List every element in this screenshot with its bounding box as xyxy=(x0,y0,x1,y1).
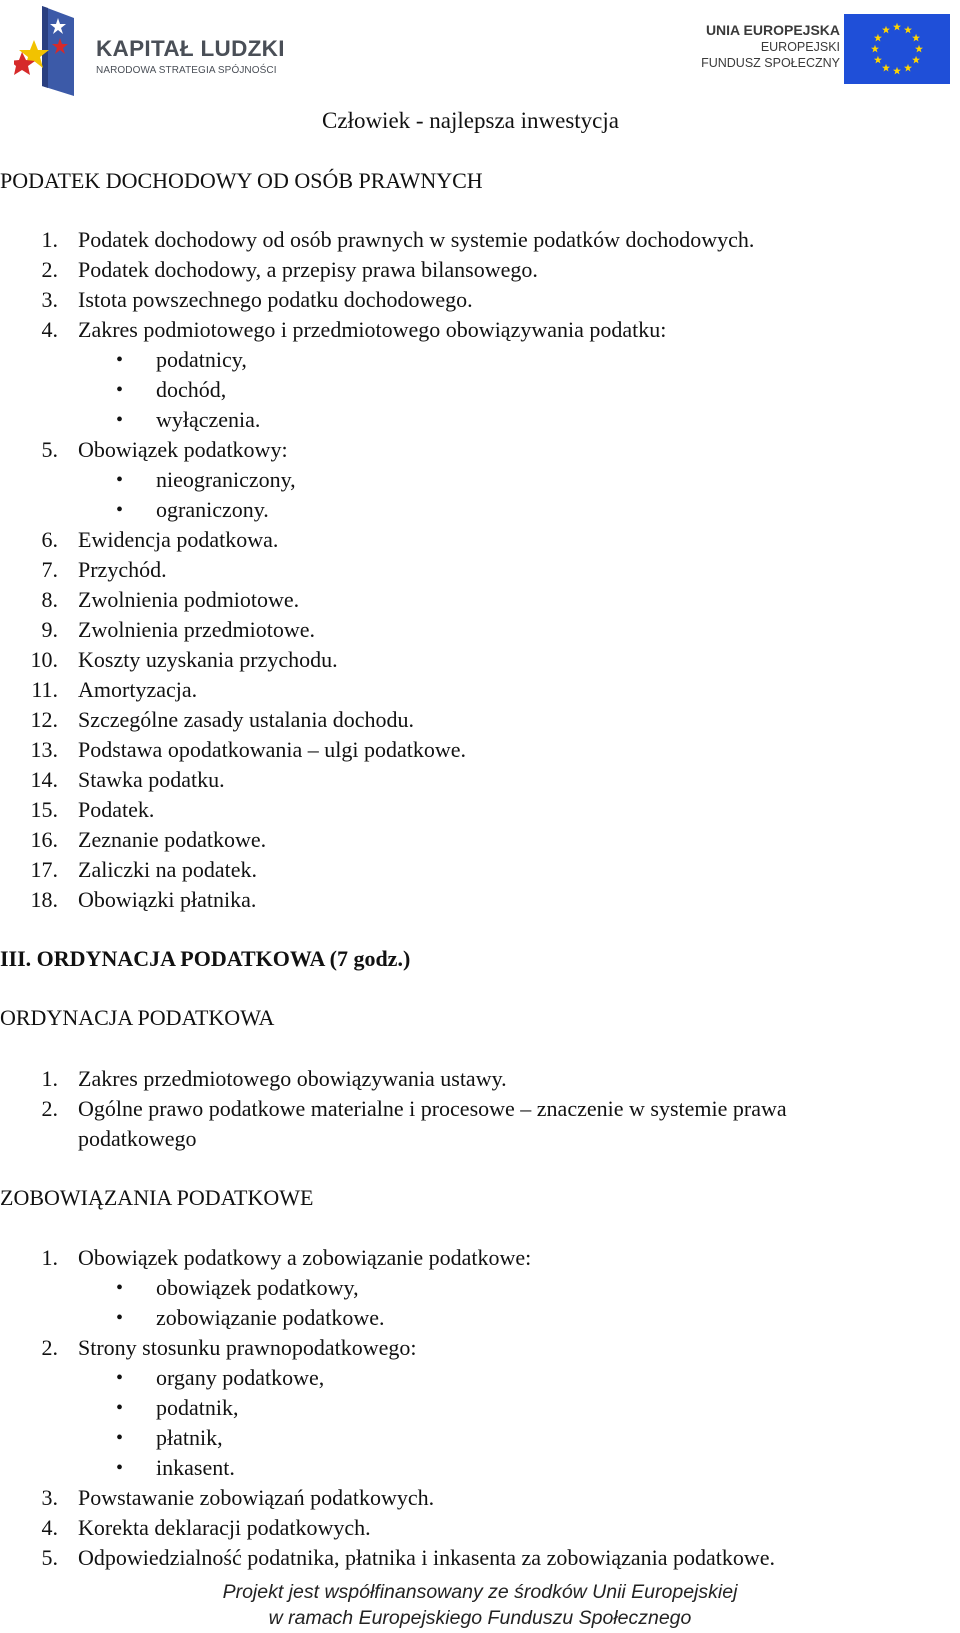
bullet-text: podatnicy, xyxy=(156,347,247,372)
eu-logo-line3: FUNDUSZ SPOŁECZNY xyxy=(701,56,840,70)
list-number: 4. xyxy=(41,317,58,342)
bullet-text: nieograniczony, xyxy=(156,467,296,492)
list-number: 6. xyxy=(41,527,58,552)
list-text: Zakres podmiotowego i przedmiotowego obowiązywania podatku: xyxy=(78,317,667,342)
bullet-icon: • xyxy=(116,1397,124,1419)
list-text: Strony stosunku prawnopodatkowego: xyxy=(78,1335,417,1360)
list-number: 12. xyxy=(30,707,58,732)
eu-flag-icon xyxy=(844,14,950,84)
eu-logo-line1: UNIA EUROPEJSKA xyxy=(705,22,840,38)
list-number: 8. xyxy=(41,587,58,612)
list-number: 1. xyxy=(41,1245,58,1270)
bullet-icon: • xyxy=(116,499,124,521)
section-title: ORDYNACJA PODATKOWA xyxy=(0,1005,275,1030)
footer xyxy=(0,1579,960,1631)
list-number: 10. xyxy=(30,647,58,672)
list-number: 9. xyxy=(41,617,58,642)
bullet-icon: • xyxy=(116,469,124,491)
eu-logo xyxy=(688,14,950,86)
kapital-ludzki-logo xyxy=(14,4,314,100)
list-text: Szczególne zasady ustalania dochodu. xyxy=(78,707,414,732)
list-text: Odpowiedzialność podatnika, płatnika i inkasenta za zobowiązania podatkowe. xyxy=(78,1545,776,1570)
bullet-text: dochód, xyxy=(156,377,227,402)
section-title: PODATEK DOCHODOWY OD OSÓB PRAWNYCH xyxy=(0,168,483,193)
logo-subtitle: NARODOWA STRATEGIA SPÓJNOŚCI xyxy=(96,65,277,76)
list-text: Zakres przedmiotowego obowiązywania ustawy. xyxy=(78,1066,507,1091)
footer-line2: w ramach Europejskiego Funduszu Społecznego xyxy=(268,1607,692,1629)
part-heading: III. ORDYNACJA PODATKOWA (7 godz.) xyxy=(0,946,411,971)
motto: Człowiek - najlepsza inwestycja xyxy=(322,108,619,133)
list-text: Amortyzacja. xyxy=(78,677,198,702)
bullet-icon: • xyxy=(116,1427,124,1449)
list-number: 3. xyxy=(41,1485,58,1510)
list-number: 2. xyxy=(41,1096,58,1121)
list-text: Obowiązek podatkowy a zobowiązanie podatkowe: xyxy=(78,1245,532,1270)
list-text: podatkowego xyxy=(78,1126,197,1151)
bullet-text: obowiązek podatkowy, xyxy=(156,1275,359,1300)
bullet-icon: • xyxy=(116,349,124,371)
section-title: ZOBOWIĄZANIA PODATKOWE xyxy=(0,1185,314,1210)
logo-title: KAPITAŁ LUDZKI xyxy=(96,36,285,61)
list-number: 7. xyxy=(41,557,58,582)
bullet-icon: • xyxy=(116,1457,124,1479)
list-text: Zwolnienia podmiotowe. xyxy=(78,587,300,612)
list-number: 3. xyxy=(41,287,58,312)
bullet-text: inkasent. xyxy=(156,1455,235,1480)
list-number: 18. xyxy=(30,887,58,912)
list-number: 16. xyxy=(30,827,58,852)
bullet-icon: • xyxy=(116,409,124,431)
list-number: 2. xyxy=(41,257,58,282)
bullet-text: ograniczony. xyxy=(156,497,269,522)
list-number: 15. xyxy=(30,797,58,822)
bullet-text: zobowiązanie podatkowe. xyxy=(156,1305,385,1330)
list-text: Zeznanie podatkowe. xyxy=(78,827,267,852)
bullet-icon: • xyxy=(116,1307,124,1329)
list-number: 1. xyxy=(41,227,58,252)
list-number: 17. xyxy=(30,857,58,882)
list-text: Ewidencja podatkowa. xyxy=(78,527,279,552)
list-text: Podatek dochodowy, a przepisy prawa bilansowego. xyxy=(78,257,538,282)
list-text: Zwolnienia przedmiotowe. xyxy=(78,617,316,642)
bullet-icon: • xyxy=(116,1367,124,1389)
list-text: Podatek. xyxy=(78,797,155,822)
bullet-text: organy podatkowe, xyxy=(156,1365,325,1390)
kapital-ludzki-star-icon xyxy=(14,4,94,100)
list-number: 13. xyxy=(30,737,58,762)
list-number: 2. xyxy=(41,1335,58,1360)
list-text: Stawka podatku. xyxy=(78,767,225,792)
list-text: Zaliczki na podatek. xyxy=(78,857,257,882)
list-text: Podstawa opodatkowania – ulgi podatkowe. xyxy=(78,737,466,762)
list-number: 5. xyxy=(41,1545,58,1570)
list-number: 1. xyxy=(41,1066,58,1091)
bullet-icon: • xyxy=(116,1277,124,1299)
bullet-text: płatnik, xyxy=(156,1425,223,1450)
list-number: 4. xyxy=(41,1515,58,1540)
list-text: Koszty uzyskania przychodu. xyxy=(78,647,338,672)
list-text: Ogólne prawo podatkowe materialne i procesowe – znaczenie w systemie prawa xyxy=(78,1096,787,1121)
list-text: Korekta deklaracji podatkowych. xyxy=(78,1515,371,1540)
bullet-text: podatnik, xyxy=(156,1395,239,1420)
list-number: 14. xyxy=(30,767,58,792)
list-number: 5. xyxy=(41,437,58,462)
list-text: Obowiązek podatkowy: xyxy=(78,437,288,462)
list-number: 11. xyxy=(31,677,58,702)
list-text: Obowiązki płatnika. xyxy=(78,887,257,912)
list-text: Istota powszechnego podatku dochodowego. xyxy=(78,287,473,312)
eu-logo-line2: EUROPEJSKI xyxy=(760,40,840,54)
list-text: Podatek dochodowy od osób prawnych w systemie podatków dochodowych. xyxy=(78,227,755,252)
eu-logo-text xyxy=(701,22,840,71)
list-text: Przychód. xyxy=(78,557,167,582)
bullet-icon: • xyxy=(116,379,124,401)
footer-line1: Projekt jest współfinansowany ze środków Unii Europejskiej xyxy=(222,1581,738,1603)
list-text: Powstawanie zobowiązań podatkowych. xyxy=(78,1485,435,1510)
bullet-text: wyłączenia. xyxy=(156,407,261,432)
